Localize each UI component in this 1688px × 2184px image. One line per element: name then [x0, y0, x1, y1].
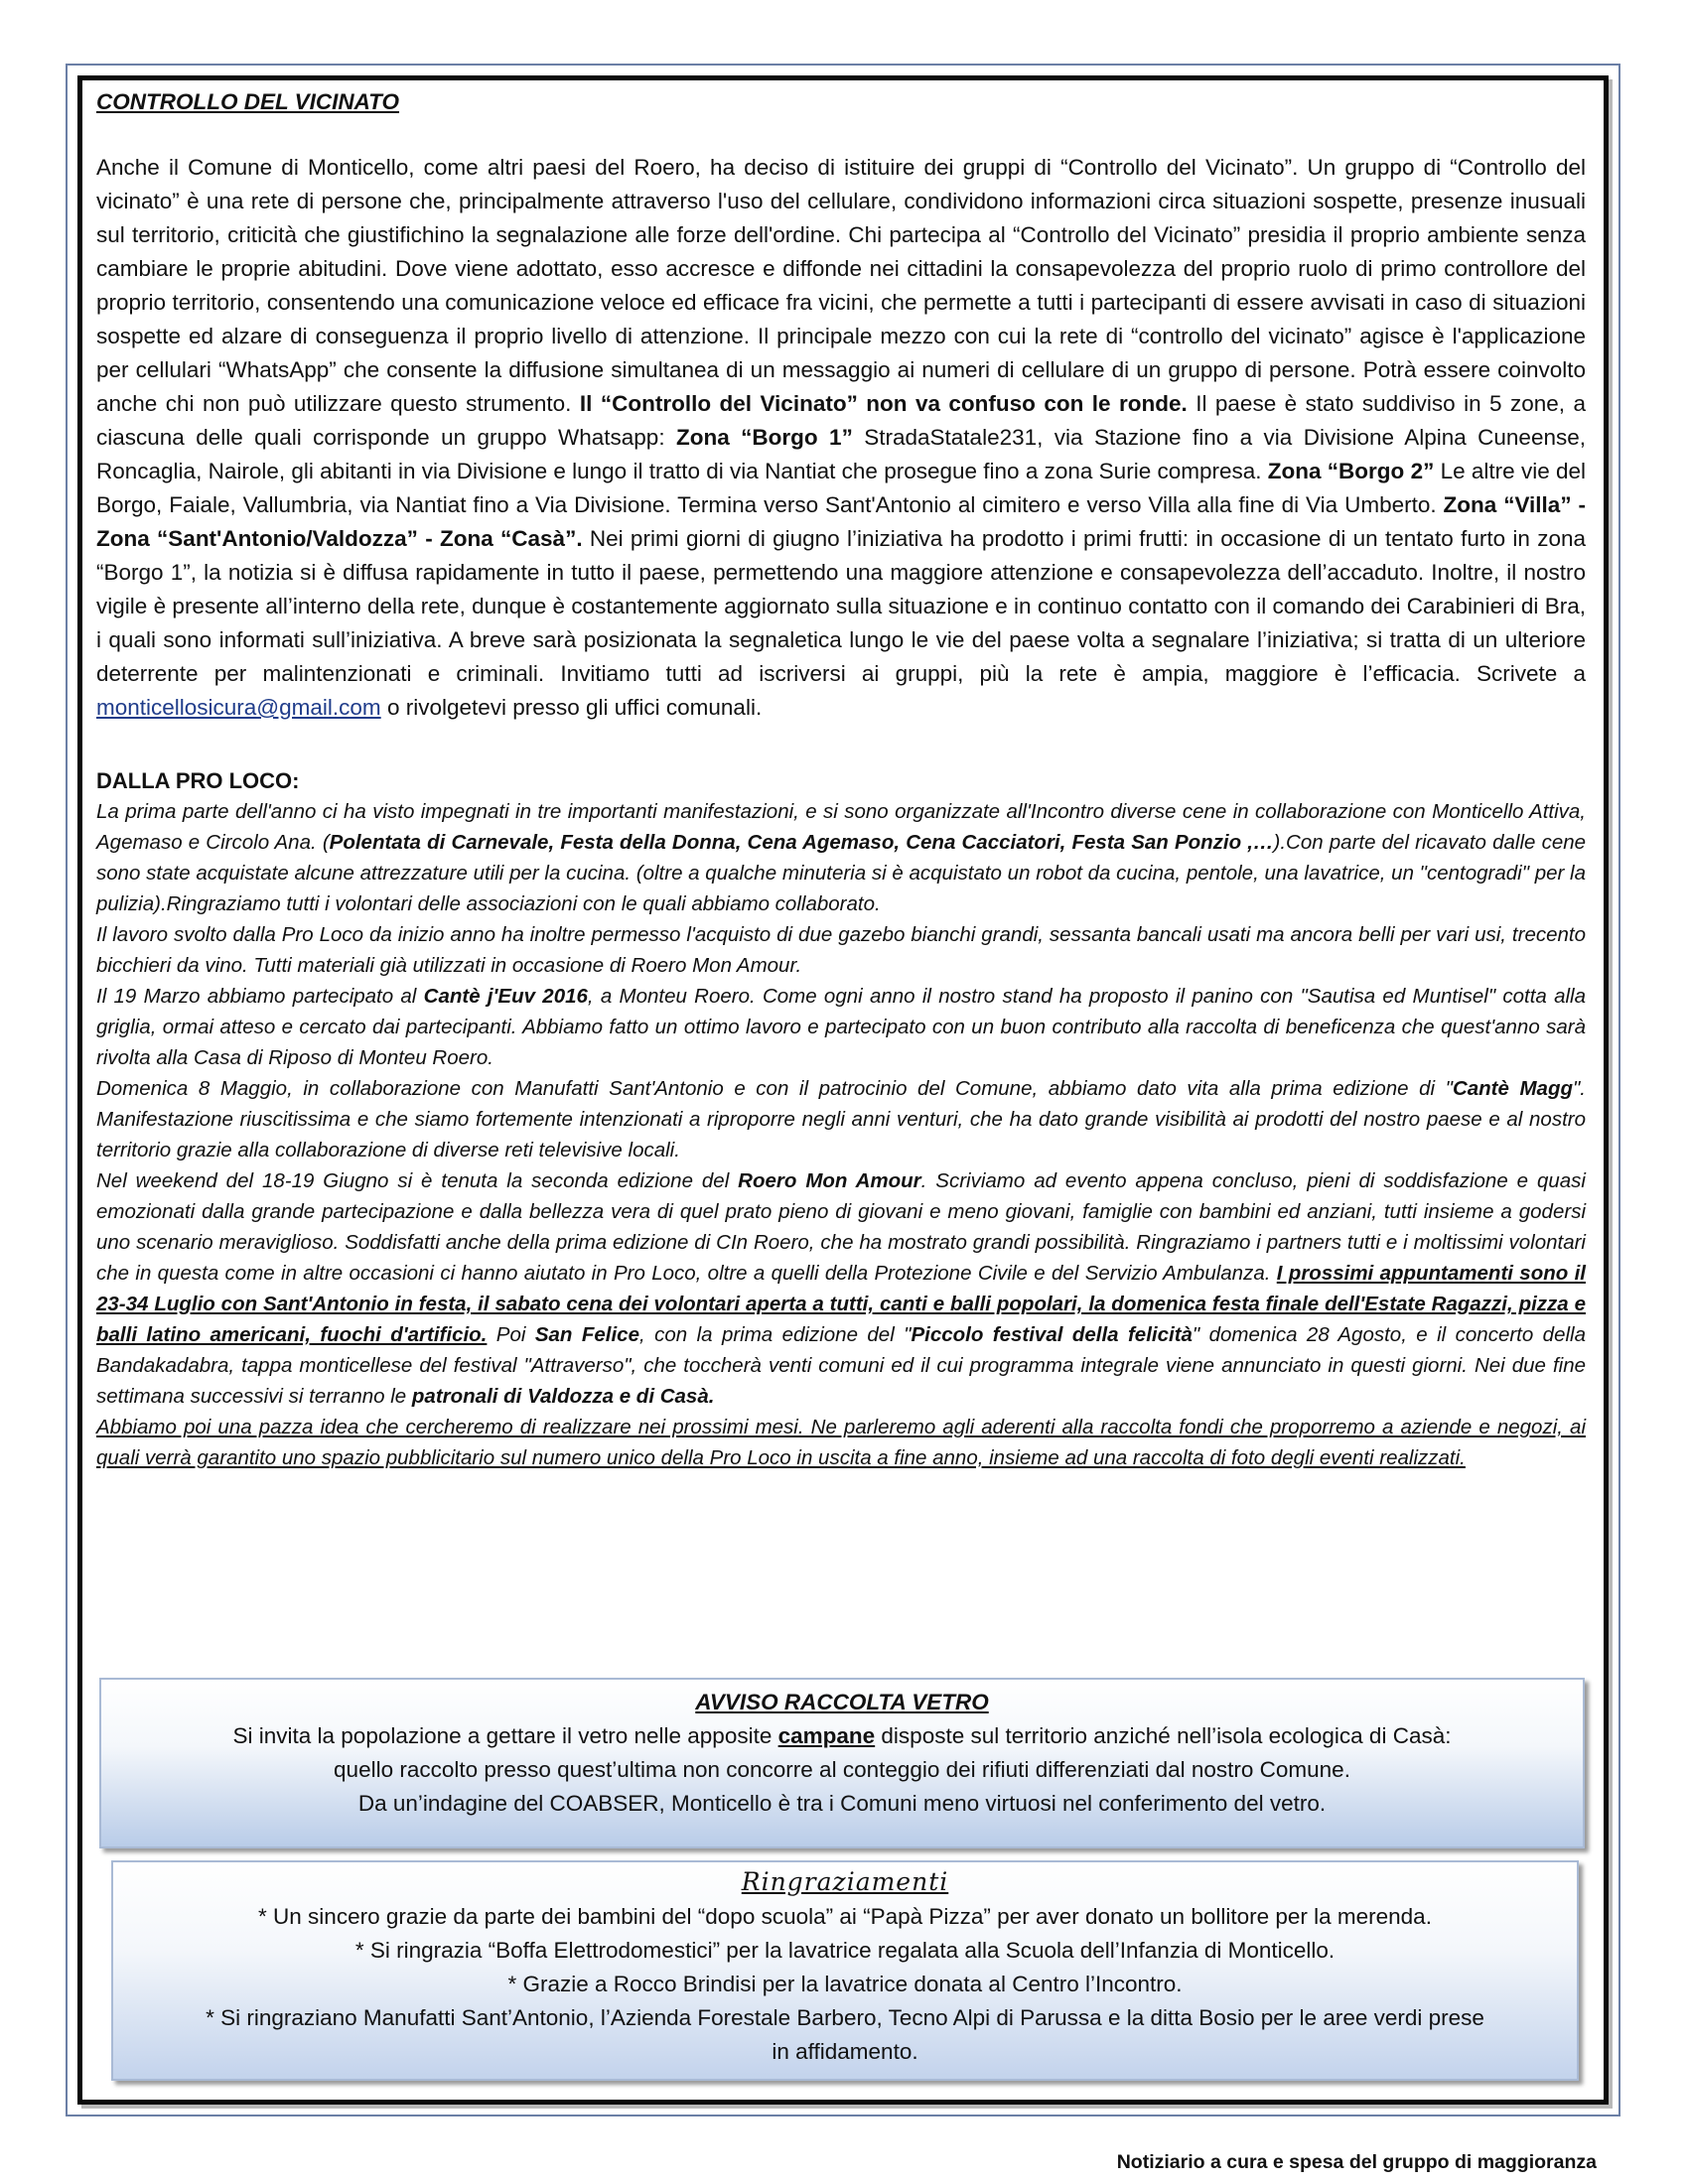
avviso-vetro-box [99, 1678, 1585, 1848]
avviso-vetro-line: Da un’indagine del COABSER, Monticello è tra i Comuni meno virtuosi nel conferimento del vetro. [357, 1791, 1327, 1816]
section-title-vicinato: CONTROLLO DEL VICINATO [96, 89, 400, 114]
email-link[interactable]: monticellosicura@gmail.com [96, 695, 381, 720]
avviso-vetro-title: AVVISO RACCOLTA VETRO [695, 1690, 989, 1714]
ringraziamento-item: * Un sincero grazie da parte dei bambini del “dopo scuola” ai “Papà Pizza” per aver donato un bollitore per la merenda. [258, 1904, 1432, 1929]
footer-note: Notiziario a cura e spesa del gruppo di maggioranza [1116, 2151, 1597, 2173]
appuntamenti-highlight: I prossimi appuntamenti sono il 23-34 Luglio con Sant'Antonio in festa, il sabato cena dei volontari aperta a tutti, canti e balli popolari, la domenica festa finale dell'Estate Ragazzi, pizza e balli latino americani, fuochi d'artificio. [96, 1262, 1586, 1346]
proloco-paragraph-1: La prima parte dell'anno ci ha visto impegnati in tre importanti manifestazioni, e si sono organizzate all'Incontro diverse cene in collaborazione con Monticello Attiva, Agemaso e Circolo Ana. (Polentata di Carnevale, Festa della Donna, Cena Agemaso, Cena Cacciatori, Festa San Ponzio ,…).Con parte del ricavato dalle cene sono state acquistate alcune attrezzature utili per la cucina. (oltre a qualche minuteria si è acquistato un robot da cucina, pentole, una lavatrice, un "centogradi" per la pulizia).Ringraziamo tutti i volontari delle associazioni con le quali abbiamo collaborato. [96, 800, 1587, 915]
proloco-paragraph-3: Il 19 Marzo abbiamo partecipato al Cantè j'Euv 2016, a Monteu Roero. Come ogni anno il nostro stand ha proposto il panino con "Sautisa ed Muntisel" cotta alla griglia, ormai atteso e cercato dai partecipanti. Abbiamo fatto un ottimo lavoro e partecipato con un buon contributo alla raccolta di beneficenza che quest'anno sarà rivolta alla Casa di Riposo di Monteu Roero. [96, 985, 1586, 1069]
main-content [96, 85, 1586, 1473]
avviso-vetro-line: quello raccolto presso quest’ultima non concorre al conteggio dei rifiuti differenziati dal nostro Comune. [334, 1757, 1350, 1782]
proloco-paragraph-2: Il lavoro svolto dalla Pro Loco da inizio anno ha inoltre permesso l'acquisto di due gazebo bianchi grandi, sessanta bancali usati ma ancora belli per vari usi, trecento bicchieri da vino. Tutti materiali già utilizzati in occasione di Roero Mon Amour. [96, 923, 1586, 977]
ringraziamento-item: * Si ringrazia “Boffa Elettrodomestici” per la lavatrice regalata alla Scuola dell’Infanzia di Monticello. [354, 1938, 1336, 1963]
ringraziamento-item: * Grazie a Rocco Brindisi per la lavatrice donata al Centro l’Incontro. [507, 1972, 1183, 1996]
section-title-proloco: DALLA PRO LOCO: [96, 768, 300, 793]
ringraziamento-item: * Si ringraziano Manufatti Sant’Antonio, l’Azienda Forestale Barbero, Tecno Alpi di Parussa e la ditta Bosio per le aree verdi prese in affidamento. [206, 2005, 1484, 2064]
ringraziamenti-title: Ringraziamenti [741, 1867, 949, 1896]
vicinato-paragraph: Anche il Comune di Monticello, come altri paesi del Roero, ha deciso di istituire dei gruppi di “Controllo del Vicinato”. Un gruppo di “Controllo del vicinato” è una rete di persone che, principalmente attraverso l'uso del cellulare, condividono informazioni circa situazioni sospette, presenze inusuali sul territorio, criticità che giustifichino la segnalazione alle forze dell'ordine. Chi partecipa al “Controllo del Vicinato” presidia il proprio ambiente senza cambiare le proprie abitudini. Dove viene adottato, esso accresce e diffonde nei cittadini la consapevolezza del proprio ruolo di primo controllore del proprio territorio, consentendo una comunicazione veloce ed efficace fra vicini, che permette a tutti i partecipanti di essere avvisati in caso di situazioni sospette ed alzare di conseguenza il proprio livello di attenzione. Il principale mezzo con cui la rete di “controllo del vicinato” agisce è l'applicazione per cellulari “WhatsApp” che consente la diffusione simultanea di un messaggio ai numeri di cellulare di un gruppo di persone. Potrà essere coinvolto anche chi non può utilizzare questo strumento. Il “Controllo del Vicinato” non va confuso con le ronde. Il paese è stato suddiviso in 5 zone, a ciascuna delle quali corrisponde un gruppo Whatsapp: Zona “Borgo 1” StradaStatale231, via Stazione fino a via Divisione Alpina Cuneense, Roncaglia, Nairole, gli abitanti in via Divisione e lungo il tratto di via Nantiat che prosegue fino a zona Surie compresa. Zona “Borgo 2” Le altre vie del Borgo, Faiale, Vallumbria, via Nantiat fino a Via Divisione. Termina verso Sant'Antonio al cimitero e verso Villa alla fine di Via Umberto. Zona “Villa” - Zona “Sant'Antonio/Valdozza” - Zona “Casà”. Nei primi giorni di giugno l’iniziativa ha prodotto i primi frutti: in occasione di un tentato furto in zona “Borgo 1”, la notizia si è diffusa rapidamente in tutto il paese, permettendo una maggiore attenzione e consapevolezza dell’accaduto. Inoltre, il nostro vigile è presente all’interno della rete, dunque è costantemente aggiornato sulla situazione e in continuo contatto con il comando dei Carabinieri di Bra, i quali sono informati sull’iniziativa. A breve sarà posizionata la segnaletica lungo le vie del paese volta a segnalare l’iniziativa; si tratta di un ulteriore deterrente per malintenzionati e criminali. Invitiamo tutti ad iscriversi ai gruppi, più la rete è ampia, maggiore è l’efficacia. Scrivete a monticellosicura@gmail.com o rivolgetevi presso gli uffici comunali. [96, 155, 1587, 720]
proloco-paragraph-5: Nel weekend del 18-19 Giugno si è tenuta la seconda edizione del Roero Mon Amour. Scriviamo ad evento appena concluso, pieni di soddisfazione e quasi emozionati dalla grande partecipazione e dalla bellezza vera di quel prato pieno di giovani e meno giovani, famiglie con bambini ed anziani, tutti insieme a godersi uno scenario meraviglioso. Soddisfatti anche della prima edizione di CIn Roero, che ha mostrato grandi possibilità. Ringraziamo i partners tutti e i moltissimi volontari che in questa come in altre occasioni ci hanno aiutato in Pro Loco, oltre a quelli della Protezione Civile e del Servizio Ambulanza. I prossimi appuntamenti sono il 23-34 Luglio con Sant'Antonio in festa, il sabato cena dei volontari aperta a tutti, canti e balli popolari, la domenica festa finale dell'Estate Ragazzi, pizza e balli latino americani, fuochi d'artificio. Poi San Felice, con la prima edizione del "Piccolo festival della felicità" domenica 28 Agosto, e il concerto della Bandakadabra, tappa monticellese del festival "Attraverso", che toccherà venti comuni ed il cui programma integrale viene annunciato in questi giorni. Nei due fine settimana successivi si terranno le patronali di Valdozza e di Casà. [96, 1169, 1586, 1408]
proloco-paragraph-4: Domenica 8 Maggio, in collaborazione con Manufatti Sant'Antonio e con il patrocinio del Comune, abbiamo dato vita alla prima edizione di "Cantè Magg". Manifestazione riuscitissima e che siamo fortemente intenzionati a riproporre negli anni venturi, che ha dato grande visibilità ai prodotti del nostro paese e al nostro territorio grazie alla collaborazione di diverse reti televisive locali. [96, 1077, 1586, 1161]
ringraziamenti-box [111, 1860, 1579, 2081]
proloco-paragraph-6: Abbiamo poi una pazza idea che cercheremo di realizzare nei prossimi mesi. Ne parleremo agli aderenti alla raccolta fondi che proporremo a aziende e negozi, ai quali verrà garantito uno spazio pubblicitario sul numero unico della Pro Loco in uscita a fine anno, insieme ad una raccolta di foto degli eventi realizzati. [96, 1416, 1586, 1469]
avviso-vetro-line: Si invita la popolazione a gettare il vetro nelle apposite campane disposte sul territorio anziché nell’isola ecologica di Casà: [232, 1723, 1452, 1748]
